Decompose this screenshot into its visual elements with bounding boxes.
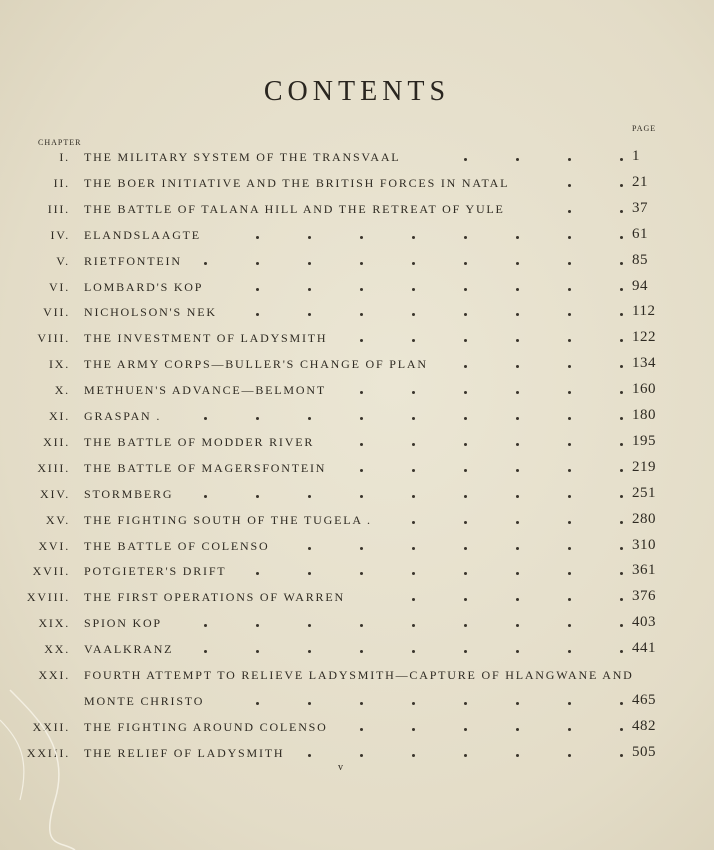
leader-dot [516, 391, 519, 394]
leader-dot [620, 469, 623, 472]
chapter-title: THE BATTLE OF MODDER RIVER [84, 434, 315, 449]
chapter-number: XIX. [38, 616, 70, 631]
leader-dot [308, 702, 311, 705]
toc-row [0, 536, 714, 563]
leader-dot [412, 391, 415, 394]
toc-row [0, 357, 714, 381]
leader-dot [308, 547, 311, 550]
chapter-number: XVI. [38, 538, 70, 553]
leader-dot [464, 754, 467, 757]
toc-row [0, 743, 714, 770]
leader-dot [256, 624, 259, 627]
chapter-number: XVIII. [26, 590, 70, 605]
toc-row [0, 642, 714, 666]
chapter-title: METHUEN'S ADVANCE—BELMONT [84, 383, 326, 398]
leader-dot [464, 728, 467, 731]
chapter-title: NICHOLSON'S NEK [84, 305, 217, 320]
leader-dot [308, 495, 311, 498]
chapter-number: XIII. [37, 460, 70, 475]
page-number: 361 [632, 562, 656, 579]
page-number: 180 [632, 407, 656, 423]
leader-dot [360, 313, 363, 316]
leader-dot [308, 624, 311, 627]
leader-dot [620, 184, 623, 187]
leader-dot [256, 262, 259, 265]
page-number: 134 [632, 355, 656, 372]
leader-dot [464, 650, 467, 653]
leader-dot [568, 417, 571, 420]
chapter-title: THE INVESTMENT OF LADYSMITH [84, 331, 328, 346]
chapter-number: III. [47, 201, 70, 216]
chapter-number: XXII. [32, 719, 70, 734]
leader-dot [204, 262, 207, 265]
leader-dot [568, 184, 571, 187]
leader-dot [464, 624, 467, 627]
leader-dot [516, 443, 519, 446]
leader-dot [568, 624, 571, 627]
toc-row [0, 484, 714, 511]
leader-dot [516, 572, 519, 575]
leader-dot [308, 650, 311, 653]
leader-dot [516, 495, 519, 498]
leader-dot [360, 624, 363, 627]
chapter-title: VAALKRANZ [84, 642, 174, 657]
chapter-number: XX. [44, 642, 70, 657]
chapter-number: XIV. [40, 486, 70, 501]
chapter-title: THE FIRST OPERATIONS OF WARREN [84, 590, 345, 605]
leader-dot [412, 443, 415, 446]
leader-dot [360, 754, 363, 757]
page-number: 219 [632, 458, 656, 475]
leader-dot [568, 572, 571, 575]
leader-dot [412, 572, 415, 575]
leader-dot [620, 547, 623, 550]
leader-dot [360, 650, 363, 653]
binding-thread [0, 680, 90, 850]
leader-dot [516, 288, 519, 291]
leader-dot [568, 210, 571, 213]
leader-dot [360, 236, 363, 239]
page-number: 195 [632, 432, 656, 449]
leader-dot [516, 339, 519, 342]
leader-dot [568, 158, 571, 161]
leader-dot [516, 728, 519, 731]
leader-dot [412, 702, 415, 705]
leader-dot [256, 417, 259, 420]
leader-dot [412, 262, 415, 265]
leader-dot [412, 313, 415, 316]
page-number: 403 [632, 614, 656, 631]
leader-dot [464, 313, 467, 316]
chapter-number: I. [59, 150, 70, 164]
leader-dot [568, 262, 571, 265]
leader-dot [620, 236, 623, 239]
leader-dot [620, 624, 623, 627]
toc-row [0, 277, 714, 304]
leader-dot [516, 754, 519, 757]
toc-row [0, 564, 714, 588]
leader-dot [516, 365, 519, 368]
leader-dot [256, 650, 259, 653]
leader-dot [256, 313, 259, 316]
chapter-number: VIII. [37, 331, 70, 346]
page-number: 122 [632, 329, 656, 346]
leader-dot [620, 417, 623, 420]
chapter-title: STORMBERG [84, 486, 174, 501]
toc-row [0, 510, 714, 537]
page-number: 505 [632, 743, 656, 760]
leader-dot [360, 288, 363, 291]
leader-dot [516, 598, 519, 601]
chapter-number: XXI. [38, 668, 70, 682]
page-number: 441 [632, 640, 656, 657]
leader-dot [204, 417, 207, 420]
leader-dot [360, 391, 363, 394]
leader-dot [256, 495, 259, 498]
toc-row [0, 150, 714, 174]
leader-dot [464, 262, 467, 265]
leader-dot [360, 702, 363, 705]
leader-dot [412, 288, 415, 291]
leader-dot [308, 754, 311, 757]
leader-dot [620, 650, 623, 653]
leader-dot [620, 288, 623, 291]
leader-dot [568, 521, 571, 524]
leader-dot [568, 495, 571, 498]
leader-dot [256, 702, 259, 705]
chapter-title: THE ARMY CORPS—BULLER'S CHANGE OF PLAN [84, 357, 428, 372]
leader-dot [516, 547, 519, 550]
toc-row [0, 225, 714, 252]
leader-dot [568, 547, 571, 550]
leader-dot [308, 417, 311, 420]
leader-dot [568, 728, 571, 731]
leader-dot [568, 443, 571, 446]
page-number: 280 [632, 510, 656, 527]
leader-dot [568, 288, 571, 291]
chapter-title: FOURTH ATTEMPT TO RELIEVE LADYSMITH—CAPTURE OF HLANGWANE AND [84, 668, 634, 682]
leader-dot [360, 443, 363, 446]
chapter-title: THE RELIEF OF LADYSMITH [84, 745, 285, 760]
toc-row [0, 616, 714, 640]
leader-dot [568, 339, 571, 342]
leader-dot [620, 391, 623, 394]
chapter-title: LOMBARD'S KOP [84, 279, 204, 294]
leader-dot [412, 624, 415, 627]
page-number: 251 [632, 484, 656, 501]
chapter-number: II. [53, 175, 70, 190]
chapter-title: THE FIGHTING AROUND COLENSO [84, 719, 328, 734]
leader-dot [464, 443, 467, 446]
leader-dot [620, 728, 623, 731]
leader-dot [620, 158, 623, 161]
leader-dot [412, 650, 415, 653]
chapter-title: THE MILITARY SYSTEM OF THE TRANSVAAL [84, 150, 401, 164]
leader-dot [620, 262, 623, 265]
toc-row [0, 668, 714, 692]
page-number: 61 [632, 225, 648, 242]
leader-dot [568, 650, 571, 653]
leader-dot [308, 572, 311, 575]
leader-dot [464, 572, 467, 575]
leader-dot [204, 650, 207, 653]
chapter-column-label: CHAPTER [38, 138, 82, 147]
toc-row [0, 305, 714, 329]
toc-row [0, 691, 714, 718]
leader-dot [256, 236, 259, 239]
chapter-number: IX. [48, 357, 70, 372]
leader-dot [360, 572, 363, 575]
leader-dot [568, 469, 571, 472]
chapter-title: GRASPAN . [84, 409, 162, 423]
leader-dot [620, 339, 623, 342]
leader-dot [412, 728, 415, 731]
leader-dot [360, 262, 363, 265]
chapter-title: POTGIETER'S DRIFT [84, 564, 227, 579]
leader-dot [360, 417, 363, 420]
leader-dot [620, 572, 623, 575]
leader-dot [308, 262, 311, 265]
leader-dot [620, 754, 623, 757]
leader-dot [464, 521, 467, 524]
chapter-number: IV. [50, 227, 70, 242]
leader-dot [412, 236, 415, 239]
leader-dot [204, 624, 207, 627]
leader-dot [464, 547, 467, 550]
leader-dot [412, 547, 415, 550]
chapter-title: THE FIGHTING SOUTH OF THE TUGELA . [84, 512, 372, 527]
page-column-label: PAGE [632, 124, 657, 133]
page-number: 21 [632, 173, 648, 190]
leader-dot [464, 469, 467, 472]
leader-dot [516, 650, 519, 653]
leader-dot [568, 598, 571, 601]
leader-dot [620, 521, 623, 524]
toc-row [0, 199, 714, 226]
chapter-title: MONTE CHRISTO [84, 693, 205, 708]
toc-row [0, 331, 714, 355]
leader-dot [464, 158, 467, 161]
leader-dot [516, 624, 519, 627]
leader-dot [360, 495, 363, 498]
chapter-title: RIETFONTEIN [84, 253, 182, 268]
leader-dot [620, 702, 623, 705]
leader-dot [516, 702, 519, 705]
leader-dot [360, 339, 363, 342]
leader-dot [464, 365, 467, 368]
page-number: 482 [632, 717, 656, 734]
chapter-title: ELANDSLAAGTE [84, 227, 201, 242]
leader-dot [308, 236, 311, 239]
chapter-number: XV. [45, 512, 70, 527]
leader-dot [516, 158, 519, 161]
leader-dot [568, 391, 571, 394]
leader-dot [464, 288, 467, 291]
chapter-number: XXIII. [26, 745, 70, 760]
leader-dot [412, 339, 415, 342]
page-number: 112 [632, 303, 656, 320]
page-number: 37 [632, 199, 648, 216]
leader-dot [412, 598, 415, 601]
chapter-number: VI. [48, 279, 70, 294]
leader-dot [620, 313, 623, 316]
leader-dot [412, 495, 415, 498]
leader-dot [256, 572, 259, 575]
toc-row [0, 409, 714, 433]
leader-dot [620, 365, 623, 368]
leader-dot [568, 313, 571, 316]
chapter-title: THE BATTLE OF MAGERSFONTEIN [84, 460, 327, 475]
chapter-title: THE BATTLE OF TALANA HILL AND THE RETREAT OF YULE [84, 201, 505, 216]
leader-dot [464, 495, 467, 498]
page-number: 310 [632, 536, 656, 553]
leader-dot [464, 417, 467, 420]
toc-row [0, 458, 714, 485]
toc-row [0, 590, 714, 614]
page-number: 465 [632, 691, 656, 708]
leader-dot [360, 469, 363, 472]
leader-dot [464, 702, 467, 705]
toc-row [0, 173, 714, 200]
page-number: 160 [632, 381, 656, 398]
leader-dot [308, 313, 311, 316]
page-title: CONTENTS [263, 76, 451, 107]
page-number: 376 [632, 588, 656, 605]
toc-row [0, 251, 714, 278]
leader-dot [516, 313, 519, 316]
chapter-number: XII. [43, 434, 70, 449]
leader-dot [620, 443, 623, 446]
leader-dot [308, 288, 311, 291]
chapter-number: XI. [48, 409, 70, 423]
leader-dot [360, 547, 363, 550]
chapter-title: THE BOER INITIATIVE AND THE BRITISH FORCES IN NATAL [84, 175, 510, 190]
leader-dot [464, 339, 467, 342]
leader-dot [412, 469, 415, 472]
page-number: 1 [632, 148, 640, 164]
leader-dot [464, 391, 467, 394]
leader-dot [360, 728, 363, 731]
leader-dot [620, 495, 623, 498]
leader-dot [620, 598, 623, 601]
chapter-title: SPION KOP [84, 616, 162, 631]
leader-dot [620, 210, 623, 213]
leader-dot [412, 417, 415, 420]
page-number: 85 [632, 251, 648, 268]
leader-dot [516, 521, 519, 524]
leader-dot [516, 262, 519, 265]
chapter-number: VII. [43, 305, 70, 320]
leader-dot [568, 754, 571, 757]
leader-dot [516, 236, 519, 239]
leader-dot [412, 754, 415, 757]
leader-dot [568, 365, 571, 368]
toc-row [0, 383, 714, 407]
page-folio: v [338, 762, 343, 773]
chapter-number: V. [56, 253, 70, 268]
toc-row [0, 432, 714, 459]
leader-dot [516, 469, 519, 472]
chapter-number: XVII. [32, 564, 70, 579]
leader-dot [204, 495, 207, 498]
leader-dot [568, 236, 571, 239]
page-number: 94 [632, 277, 648, 294]
chapter-number: X. [54, 383, 70, 398]
leader-dot [464, 598, 467, 601]
chapter-title: THE BATTLE OF COLENSO [84, 538, 270, 553]
leader-dot [568, 702, 571, 705]
leader-dot [256, 288, 259, 291]
leader-dot [516, 417, 519, 420]
leader-dot [412, 521, 415, 524]
leader-dot [464, 236, 467, 239]
toc-row [0, 717, 714, 744]
